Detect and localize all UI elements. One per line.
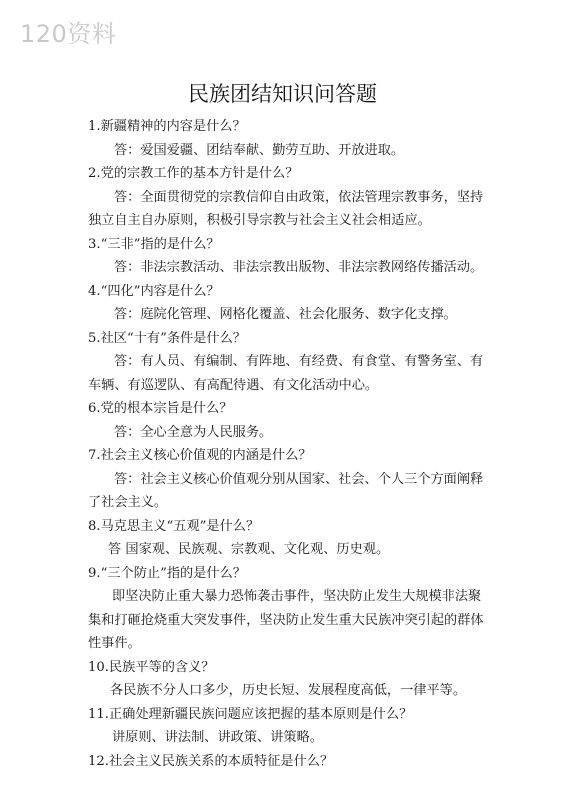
question: 10.民族平等的含义？ — [88, 659, 215, 675]
watermark: 120资料 — [20, 20, 117, 48]
question: 11.正确处理新疆民族问题应该把握的基本原则是什么？ — [88, 706, 413, 722]
question: 9.“三个防止”指的是什么？ — [88, 565, 246, 581]
question: 1.新疆精神的内容是什么？ — [88, 119, 246, 134]
question: 6.党的根本宗旨是什么？ — [88, 401, 233, 416]
answer: 答 国家观、民族观、宗教观、文化观、历史观。 — [108, 542, 390, 557]
answer: 答：非法宗教活动、非法宗教出版物、非法宗教网络传播活动。 — [114, 260, 484, 275]
answer: 答：全面贯彻党的宗教信仰自由政策，依法管理宗教事务，坚持独立自主自办原则，积极引导宗教与社会主义社会相适应。 — [88, 189, 484, 228]
qa-list — [88, 115, 488, 773]
answer: 答：有人员、有编制、有阵地、有经费、有食堂、有警务室、有车辆、有巡逻队、有高配待遇、有文化活动中心。 — [88, 354, 484, 393]
answer: 各民族不分人口多少，历史长短、发展程度高低，一律平等。 — [110, 683, 467, 698]
answer: 答：社会主义核心价值观分别从国家、社会、个人三个方面阐释了社会主义。 — [88, 471, 484, 510]
answer: 答：庭院化管理、网格化覆盖、社会化服务、数字化支撑。 — [114, 307, 457, 322]
question: 8.马克思主义“五观”是什么？ — [88, 518, 260, 534]
question: 4.“四化”内容是什么？ — [88, 283, 220, 299]
question: 7.社会主义核心价值观的内涵是什么？ — [88, 448, 312, 463]
question: 5.社区“十有”条件是什么？ — [88, 330, 246, 346]
question: 12.社会主义民族关系的本质特征是什么？ — [88, 753, 334, 769]
question: 2.党的宗教工作的基本方针是什么？ — [88, 166, 299, 181]
answer: 答：爱国爱疆、团结奉献、勤劳互助、开放进取。 — [114, 142, 405, 158]
document-title: 民族团结知识问答题 — [188, 82, 377, 106]
answer: 即坚决防止重大暴力恐怖袭击事件，坚决防止发生大规模非法聚集和打砸抢烧重大突发事件，坚决防止发生重大民族冲突引起的群体性事件。 — [88, 589, 484, 651]
answer: 答：全心全意为人民服务。 — [114, 424, 273, 440]
answer: 讲原则、讲法制、讲政策、讲策略。 — [112, 730, 323, 745]
question: 3.“三非”指的是什么？ — [88, 236, 220, 252]
